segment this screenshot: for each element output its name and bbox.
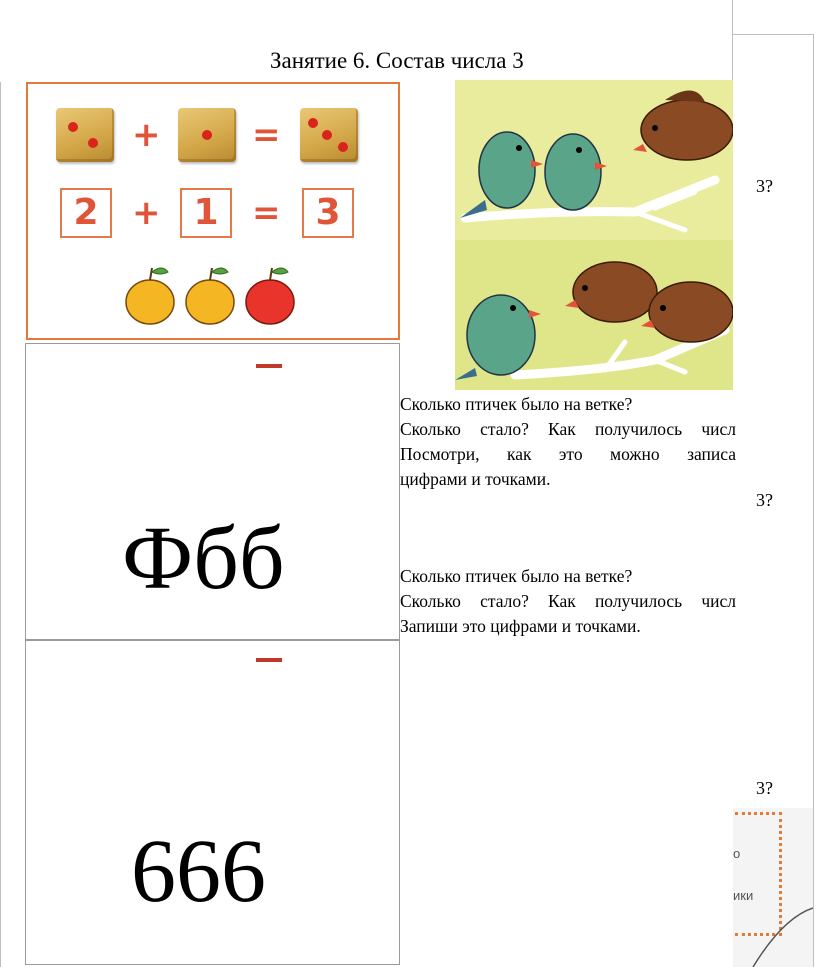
question-line: Сколько птичек было на ветке? bbox=[400, 394, 633, 414]
question-line: Запиши это цифрами и точками. bbox=[400, 616, 641, 636]
die-pip bbox=[88, 138, 98, 148]
question-line: Сколько стало? Как получилось числ bbox=[400, 419, 736, 439]
number-box-two: 2 bbox=[60, 188, 112, 238]
panel-dash bbox=[256, 364, 282, 368]
die-one bbox=[178, 108, 236, 162]
page-far-right-edge bbox=[813, 34, 814, 967]
side-mark: 3? bbox=[756, 176, 773, 196]
die-three bbox=[300, 108, 358, 162]
yellow-apple-icon bbox=[186, 268, 234, 324]
plus-sign-numbers: + bbox=[132, 193, 161, 233]
cropped-page-fragment bbox=[733, 808, 813, 967]
red-apple-icon bbox=[246, 268, 294, 324]
question-block-2 bbox=[400, 564, 736, 639]
birds-illustration bbox=[455, 80, 733, 390]
die-two bbox=[56, 108, 114, 162]
page-title: Занятие 6. Состав числа 3 bbox=[270, 48, 524, 73]
apples-illustration bbox=[122, 262, 302, 332]
arc-decoration bbox=[733, 808, 813, 967]
panel-text: Фбб bbox=[122, 509, 285, 608]
side-mark: 3? bbox=[756, 778, 773, 798]
answer-panel-1 bbox=[25, 343, 400, 640]
plus-sign: + bbox=[132, 115, 161, 155]
equals-sign: = bbox=[252, 115, 281, 155]
fragment-word: ики bbox=[733, 888, 754, 903]
page-right-edge bbox=[732, 0, 733, 82]
die-pip bbox=[202, 130, 212, 140]
question-line: Сколько птичек было на ветке? bbox=[400, 566, 633, 586]
question-block-1 bbox=[400, 392, 736, 492]
number-box-three: 3 bbox=[302, 188, 354, 238]
die-pip bbox=[68, 122, 78, 132]
side-mark: 3? bbox=[756, 490, 773, 510]
die-pip bbox=[322, 130, 332, 140]
yellow-apple-icon bbox=[126, 268, 174, 324]
answer-panel-2 bbox=[25, 640, 400, 965]
fragment-letter: о bbox=[733, 846, 741, 861]
question-line: Сколько стало? Как получилось числ bbox=[400, 591, 736, 611]
equals-sign-numbers: = bbox=[252, 193, 281, 233]
page-left-edge bbox=[0, 82, 1, 967]
panel-text: 666 bbox=[131, 822, 266, 921]
number-box-one: 1 bbox=[180, 188, 232, 238]
question-line: цифрами и точками. bbox=[400, 469, 551, 489]
die-pip bbox=[308, 118, 318, 128]
composition-card bbox=[26, 82, 400, 340]
question-line: Посмотри, как это можно записа bbox=[400, 444, 736, 464]
page-right-edge-lower bbox=[732, 34, 814, 35]
panel-dash bbox=[256, 658, 282, 662]
die-pip bbox=[338, 142, 348, 152]
